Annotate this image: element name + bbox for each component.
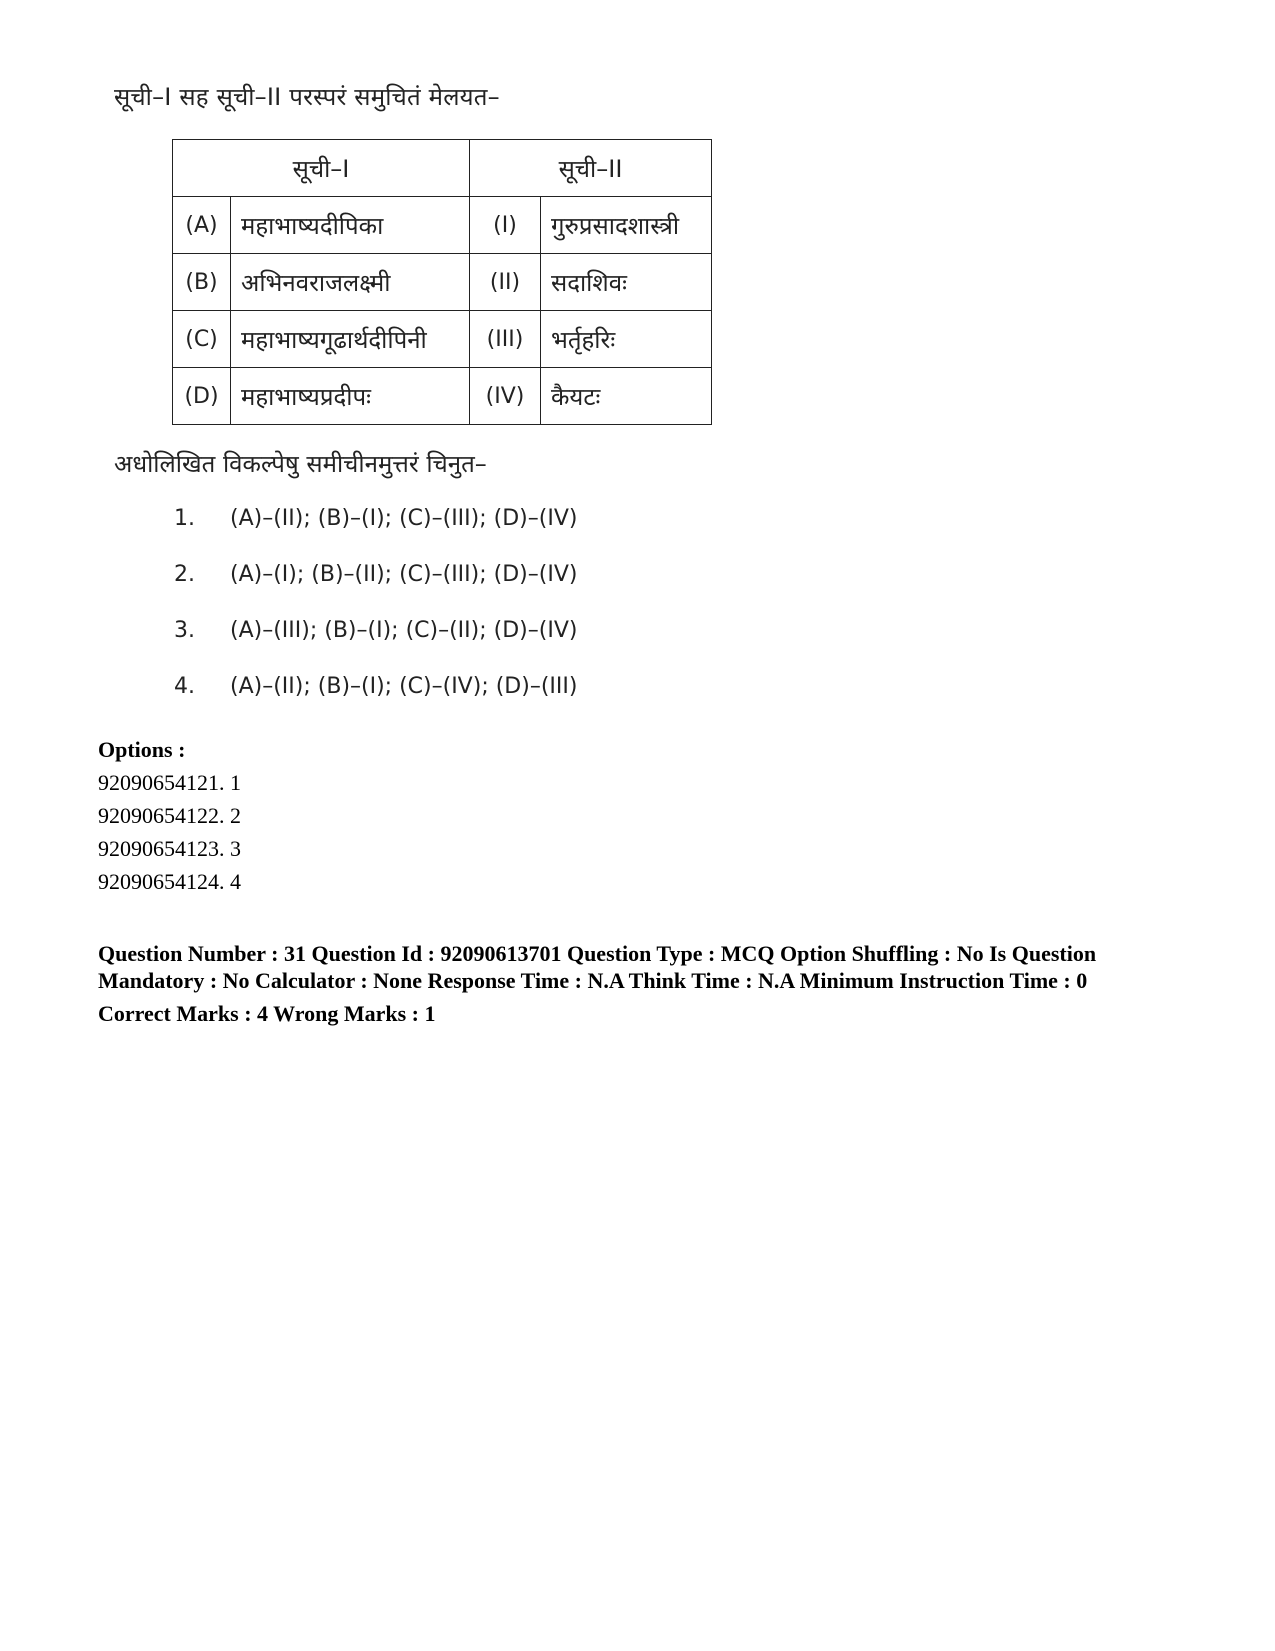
option-item: 92090654121. 1 xyxy=(98,770,241,795)
choice-text: (A)–(II); (B)–(I); (C)–(IV); (D)–(III) xyxy=(230,674,578,699)
table-row xyxy=(173,368,712,425)
choice-number: 1. xyxy=(174,506,195,531)
choose-instruction: अधोलिखित विकल्पेषु समीचीनमुत्तरं चिनुत– xyxy=(114,450,487,478)
row-left-text: अभिनवराजलक्ष्मी xyxy=(231,254,470,311)
choice-number: 3. xyxy=(174,618,195,643)
row-left-label: (B) xyxy=(173,254,231,311)
row-right-text: सदाशिवः xyxy=(541,254,712,311)
row-left-label: (C) xyxy=(173,311,231,368)
row-right-text: गुरुप्रसादशास्त्री xyxy=(541,197,712,254)
choice-number: 2. xyxy=(174,562,195,587)
marks-info: Correct Marks : 4 Wrong Marks : 1 xyxy=(98,1001,436,1026)
option-item: 92090654124. 4 xyxy=(98,869,241,894)
question-image xyxy=(100,80,800,730)
choice-list xyxy=(174,506,800,730)
list-1-header: सूची–I xyxy=(173,140,470,197)
question-details: Question Number : 31 Question Id : 92090613701 Question Type : MCQ Option Shuffling : No Is Question Mandatory : No Calculator : None Response Time : N.A Think Time : N.A Minimum Instruction Time : 0 xyxy=(98,941,1097,993)
row-right-label: (IV) xyxy=(470,368,541,425)
table-row xyxy=(173,254,712,311)
option-item: 92090654123. 3 xyxy=(98,836,241,861)
row-right-text: कैयटः xyxy=(541,368,712,425)
row-left-label: (D) xyxy=(173,368,231,425)
choice-text: (A)–(III); (B)–(I); (C)–(II); (D)–(IV) xyxy=(230,618,578,643)
choice-text: (A)–(I); (B)–(II); (C)–(III); (D)–(IV) xyxy=(230,562,578,587)
row-left-text: महाभाष्यगूढार्थदीपिनी xyxy=(231,311,470,368)
choice-item xyxy=(174,618,800,674)
row-right-label: (I) xyxy=(470,197,541,254)
options-block xyxy=(98,733,241,898)
question-info-block xyxy=(98,940,1178,1027)
choice-number: 4. xyxy=(174,674,195,699)
options-heading: Options : xyxy=(98,737,186,762)
choice-item xyxy=(174,506,800,562)
match-table xyxy=(172,139,712,425)
match-instruction: सूची–I सह सूची–II परस्परं समुचितं मेलयत– xyxy=(114,83,500,111)
row-right-label: (II) xyxy=(470,254,541,311)
row-right-label: (III) xyxy=(470,311,541,368)
choice-text: (A)–(II); (B)–(I); (C)–(III); (D)–(IV) xyxy=(230,506,578,531)
row-right-text: भर्तृहरिः xyxy=(541,311,712,368)
choice-item xyxy=(174,562,800,618)
choice-item xyxy=(174,674,800,730)
table-row xyxy=(173,197,712,254)
list-2-header: सूची–II xyxy=(470,140,712,197)
table-row xyxy=(173,311,712,368)
row-left-label: (A) xyxy=(173,197,231,254)
table-header-row xyxy=(173,140,712,197)
row-left-text: महाभाष्यदीपिका xyxy=(231,197,470,254)
row-left-text: महाभाष्यप्रदीपः xyxy=(231,368,470,425)
option-item: 92090654122. 2 xyxy=(98,803,241,828)
